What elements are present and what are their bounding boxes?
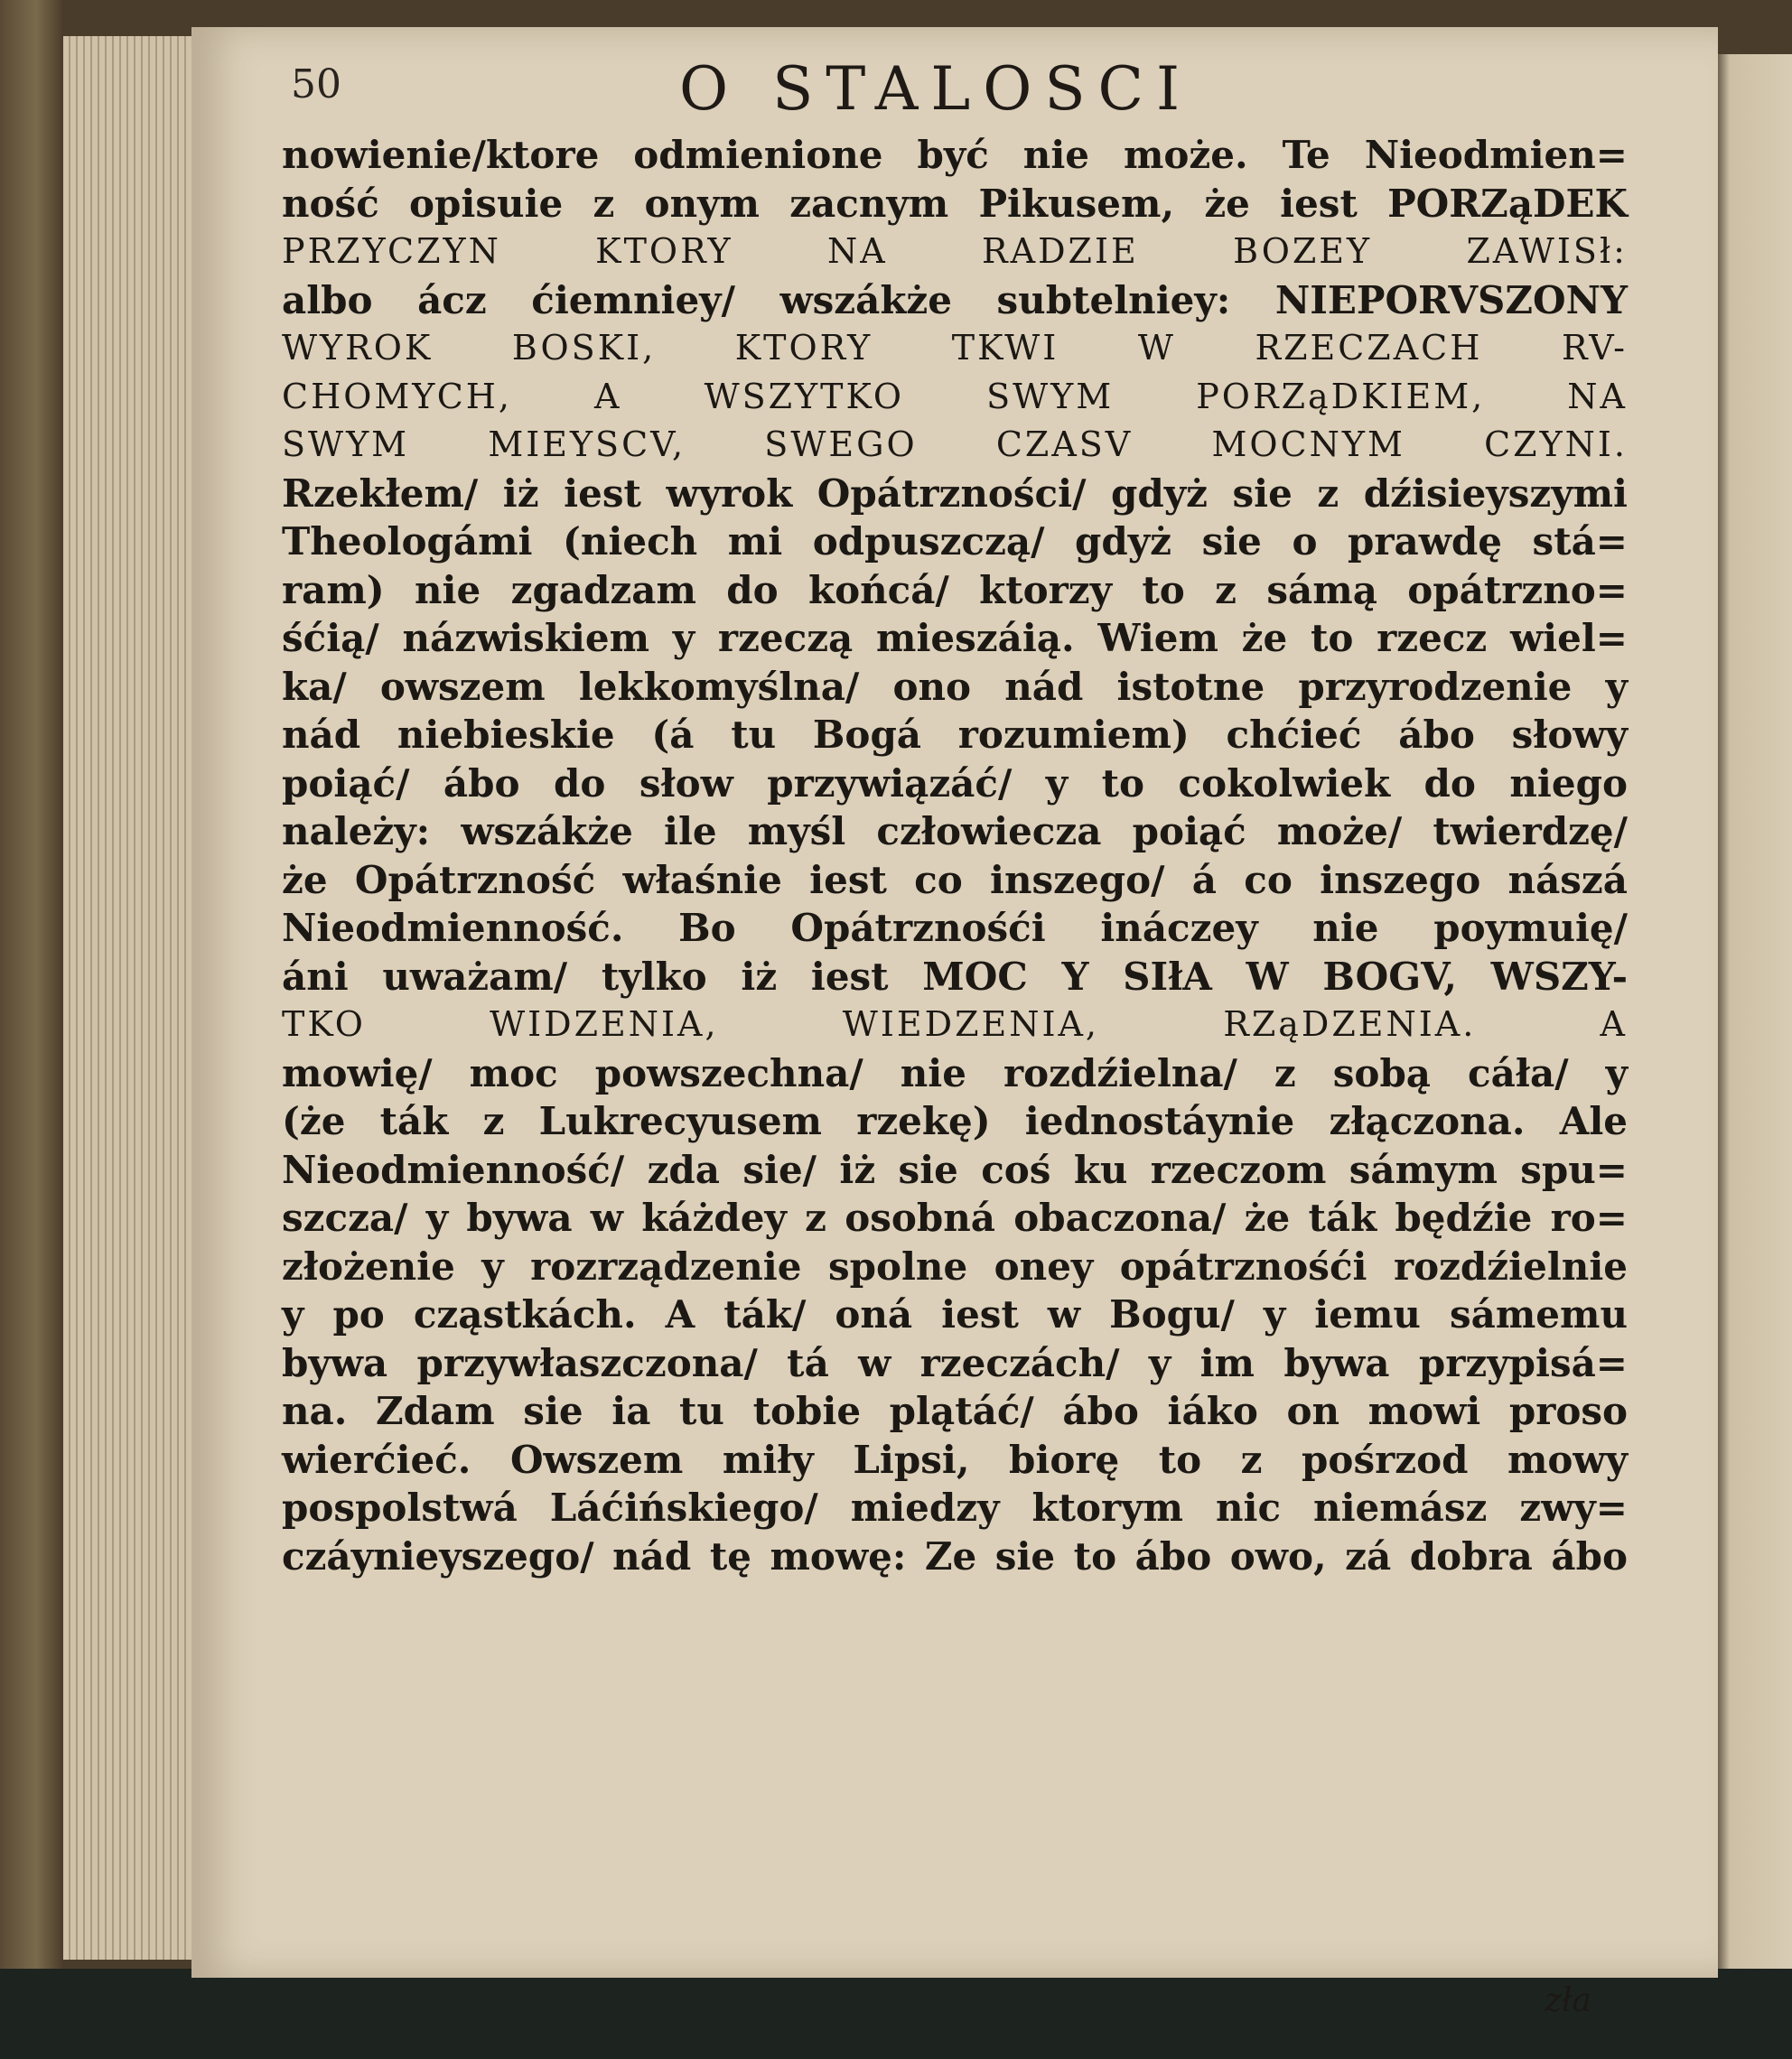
text-line: poiąć/ ábo do słow przywiązáć/ y to cokolwiek do niego bbox=[282, 760, 1628, 806]
text-line: Rzekłem/ iż iest wyrok Opátrzności/ gdyż sie z dźisieyszymi bbox=[282, 470, 1628, 516]
text-line: TKO WIDZENIA, WIEDZENIA, RZąDZENIA. A bbox=[282, 1004, 1628, 1044]
text-line: należy: wszákże ile myśl człowiecza poiąć może/ twierdzę/ bbox=[282, 809, 1628, 853]
text-line: CHOMYCH, A WSZYTKO SWYM PORZąDKIEM, NA bbox=[282, 376, 1628, 416]
text-line: bywa przywłaszczona/ tá w rzeczách/ y im bywa przypisá= bbox=[282, 1340, 1628, 1385]
text-line: na. Zdam sie ia tu tobie plątáć/ ábo iáko on mowi proso bbox=[282, 1389, 1628, 1433]
text-line: ram) nie zgadzam do końcá/ ktorzy to z sámą opátrzno= bbox=[282, 567, 1628, 612]
text-line: czáynieyszego/ nád tę mowę: Ze sie to ábo owo, zá dobra ábo bbox=[282, 1533, 1628, 1579]
text-line: SWYM MIEYSCV, SWEGO CZASV MOCNYM CZYNI. bbox=[282, 424, 1628, 464]
facing-page-edge bbox=[1712, 54, 1792, 1969]
text-line: WYROK BOSKI, KTORY TKWI W RZECZACH RV- bbox=[282, 328, 1628, 368]
text-line: pospolstwá Láćińskiego/ miedzy ktorym nic niemász zwy= bbox=[282, 1486, 1628, 1530]
text-line: mowię/ moc powszechna/ nie rozdźielna/ z sobą cáła/ y bbox=[282, 1050, 1628, 1095]
page-number: 50 bbox=[291, 61, 341, 107]
text-line: albo ácz ćiemniey/ wszákże subtelniey: NIEPORVSZONY bbox=[282, 277, 1628, 322]
text-line: ka/ owszem lekkomyślna/ ono nád istotne przyrodzenie y bbox=[282, 664, 1628, 709]
text-line: nowienie/ktore odmienione być nie może. Te Nieodmien= bbox=[282, 133, 1628, 177]
text-line: Nieodmienność. Bo Opátrznośći ináczey nie poymuię/ bbox=[282, 906, 1628, 950]
text-line: śćią/ názwiskiem y rzeczą mieszáią. Wiem że to rzecz wiel= bbox=[282, 616, 1628, 660]
text-line: (że ták z Lukrecyusem rzekę) iednostáynie złączona. Ale bbox=[282, 1099, 1628, 1143]
running-title: O STALOSCI bbox=[679, 54, 1193, 124]
text-line: ność opisuie z onym zacnym Pikusem, że iest PORZąDEK bbox=[282, 181, 1628, 226]
text-line: y po cząstkách. A ták/ oná iest w Bogu/ y iemu sámemu bbox=[282, 1292, 1628, 1337]
text-line: Theologámi (niech mi odpuszczą/ gdyż sie o prawdę stá= bbox=[282, 519, 1628, 564]
catchword: zła bbox=[1544, 1982, 1591, 2019]
page-edges bbox=[63, 36, 199, 1960]
page-body bbox=[282, 131, 1628, 1580]
text-line: nád niebieskie (á tu Bogá rozumiem) chćieć ábo słowy bbox=[282, 713, 1628, 757]
text-line: wierćieć. Owszem miły Lipsi, biorę to z pośrzod mowy bbox=[282, 1437, 1628, 1482]
text-line: złożenie y rozrządzenie spolne oney opátrznośći rozdźielnie bbox=[282, 1244, 1628, 1289]
book-page bbox=[191, 27, 1718, 2019]
text-line: Nieodmienność/ zda sie/ iż sie coś ku rzeczom sámym spu= bbox=[282, 1147, 1628, 1192]
text-line: áni uważam/ tylko iż iest MOC Y SIłA W BOGV, WSZY- bbox=[282, 954, 1628, 999]
text-line: że Opátrzność właśnie iest co inszego/ á co inszego nászá bbox=[282, 857, 1628, 902]
text-line: szcza/ y bywa w káżdey z osobná obaczona/ że ták będźie ro= bbox=[282, 1196, 1628, 1240]
text-line: PRZYCZYN KTORY NA RADZIE BOZEY ZAWISł: bbox=[282, 231, 1628, 271]
